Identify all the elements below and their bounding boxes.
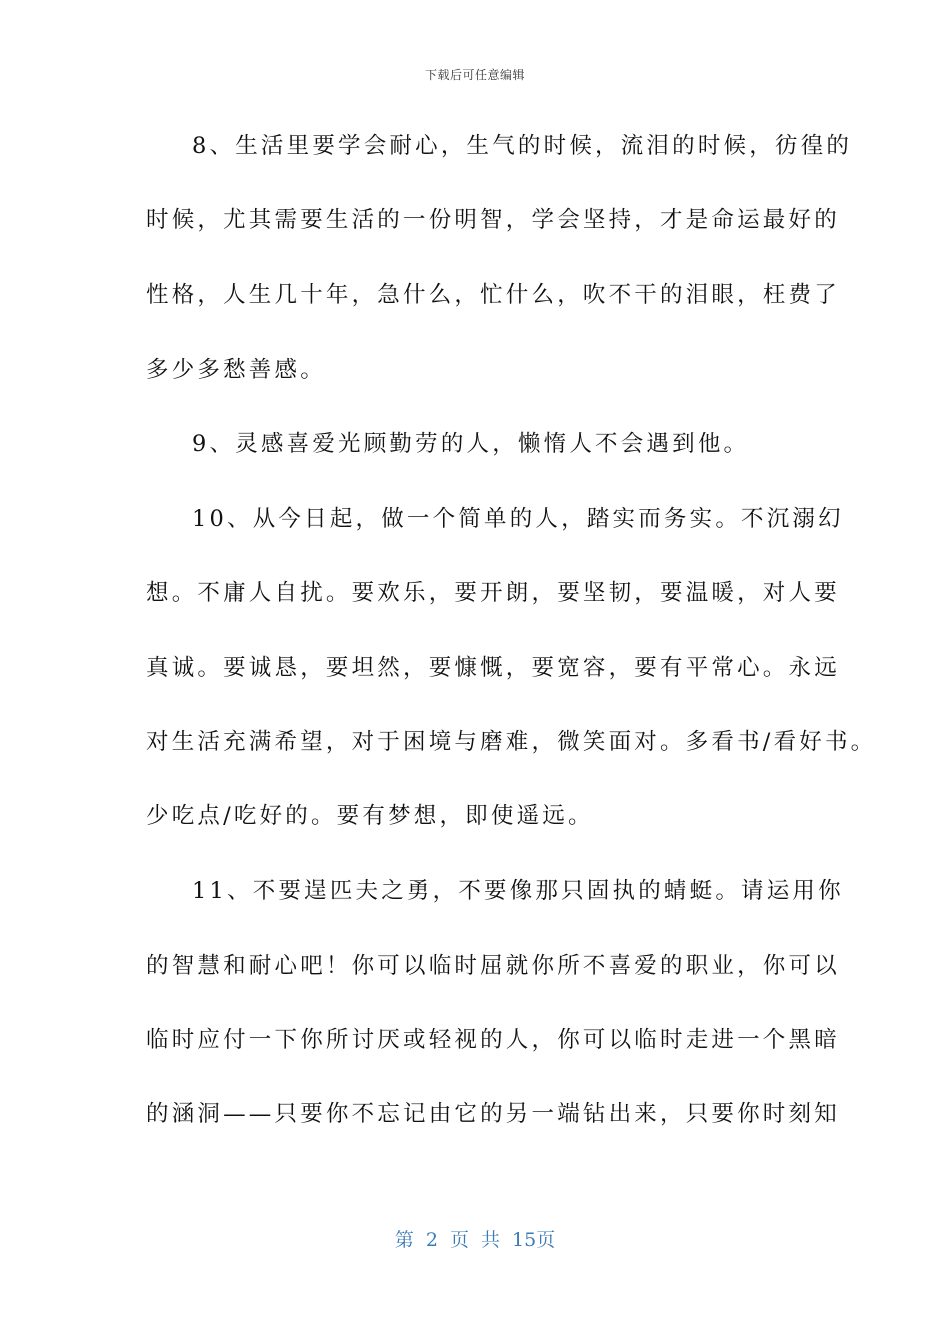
page-number-footer: 第 2 页 共 15页	[394, 1229, 556, 1251]
body-line: 10、从今日起，做一个简单的人，踏实而务实。不沉溺幻	[192, 506, 844, 532]
body-line: 9、灵感喜爱光顾勤劳的人，懒惰人不会遇到他。	[192, 431, 750, 457]
body-line: 真诚。要诚恳，要坦然，要慷慨，要宽容，要有平常心。永远	[146, 655, 840, 681]
body-line: 时候，尤其需要生活的一份明智，学会坚持，才是命运最好的	[146, 207, 840, 233]
body-line: 多少多愁善感。	[146, 357, 326, 383]
body-line: 的涵洞——只要你不忘记由它的另一端钻出来，只要你时刻知	[146, 1101, 840, 1127]
body-line: 性格，人生几十年，急什么，忙什么，吹不干的泪眼，枉费了	[146, 282, 840, 308]
body-line: 想。不庸人自扰。要欢乐，要开朗，要坚韧，要温暖，对人要	[146, 580, 840, 606]
body-line: 临时应付一下你所讨厌或轻视的人，你可以临时走进一个黑暗	[146, 1027, 840, 1053]
body-line: 对生活充满希望，对于困境与磨难，微笑面对。多看书/看好书。	[146, 729, 877, 755]
body-line: 少吃点/吃好的。要有梦想，即使遥远。	[146, 803, 594, 829]
body-line: 8、生活里要学会耐心，生气的时候，流泪的时候，彷徨的	[192, 133, 853, 159]
page-header: 下载后可任意编辑	[424, 68, 525, 82]
body-line: 11、不要逞匹夫之勇，不要像那只固执的蜻蜓。请运用你	[192, 878, 844, 904]
body-line: 的智慧和耐心吧！你可以临时屈就你所不喜爱的职业，你可以	[146, 953, 840, 979]
